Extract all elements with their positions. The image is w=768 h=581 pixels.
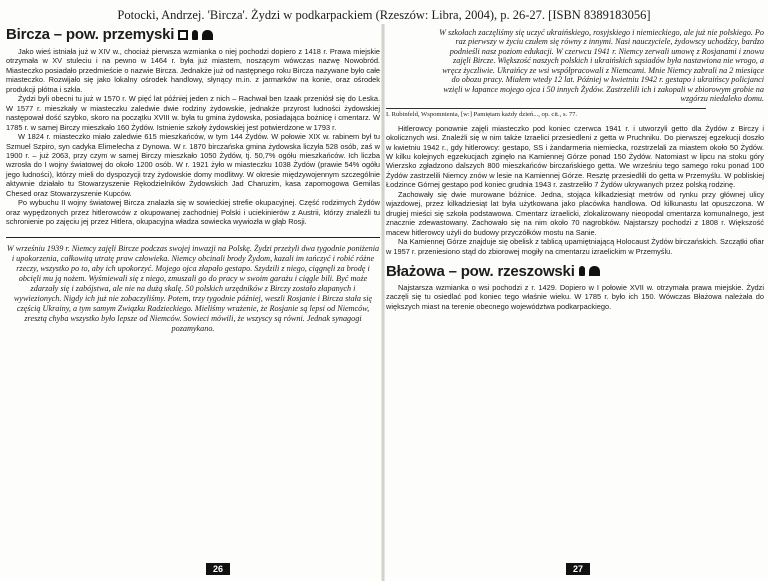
paragraph: Jako wieś istniała już w XIV w., chociaż pierwsza wzmianka o niej pochodzi dopiero z 1418 r. Prawa miejskie otrzymała w XV stuleciu i na pewno w 1464 r. była już miastem, noszącym wówczas nazwę Nowobród. Miasteczko posiadało przedmieście o nazwie Bircza. Jednakże już od następnego roku Bircza nazywane było całe miasteczko. Rozwijało się jako lokalny ośrodek handlowy, słynący m.in. z jarmarków na konie, oraz ośrodek produkcji płótna i szkła. [6,47,380,94]
bell-icon [192,30,198,40]
footnote: I. Rubinfeld, Wspomnienia, [w:] Pamiętam każdy dzień..., op. cit., s. 77. [386,108,706,118]
heading-text: Błażowa – pow. rzeszowski [386,262,575,280]
heading-bircza [6,26,380,43]
paragraph: W 1824 r. miasteczko miało zaledwie 615 mieszkańców, w tym 144 Żydów. W połowie XIX w. rabinem był tu Szmuel Szpiro, syn cadyka Elimelecha z Dynowa. W r. 1870 birczańska gmina żydowska liczyła 528 osób, zaś w 1900 r. – już 2063, przy czym w samej Birczy mieszkało 1050 Żydów, tj. 50,7% ogółu mieszkańców. Ich liczba wzrosła do I wojny światowej do około 1200 osób. W r. 1921 żyło w miasteczku 1038 Żydów (prawie 54% ogółu jego ludności), którzy mieli do dyspozycji trzy żydowskie domy modlitwy. W okresie międzywojennym szczególnie aktywnie działało tu Stowarzyszenie Rękodzielników Żydowskich Jad Charuzim, kasa zapomogowa Gemilas Chesed oraz Stowarzyszenie Kupców. [6,132,380,198]
page-number: 26 [206,563,230,575]
heading-blazowa [386,263,764,280]
gate-icon [202,30,213,40]
page-right [386,26,764,575]
paragraph: Najstarsza wzmianka o wsi pochodzi z r. 1429. Dopiero w I połowie XVII w. otrzymała prawa miejskie. Żydzi zaczęli się tu osiedlać pod koniec tego właśnie wieku. W 1785 r. było ich 150. Wówczas Błażowa należała do większych miast na terenie obecnego województwa podkarpackiego. [386,282,764,311]
gate-icon [589,266,600,276]
page-number: 27 [566,563,590,575]
paragraph: Zachowały się dwie murowane bóżnice. Jedna, stojąca kilkadziesiąt metrów od rynku przy głównej ulicy wjazdowej, przez kilkadziesiąt lat była użytkowana jako placówka handlowa. Od kilkunastu lat opuszczona. W drugiej mieści się szkoła podstawowa. Cmentarz izraelicki, zlokalizowany nieopodal cmentarza komunalnego, jest znacznie zdewastowany. Zachowało się na nim około 70 nagrobków. Najstarszy pochodzi z 1808 r. Większość macew hitlerowcy użyli do budowy przyczółków mostu na Sanie. [386,189,764,237]
heading-text: Bircza – pow. przemyski [6,26,175,43]
paragraph: Na Kamiennej Górze znajduje się obelisk z tablicą upamiętniającą Holocaust Żydów birczańskich. Szczątki ofiar w 1957 r. przeniesiono stąd do zbiorowej mogiły na cmentarzu izraelickim w Przemyślu. [386,237,764,256]
memoir-quote: W wrześniu 1939 r. Niemcy zajęli Bircze podczas swojej inwazji na Polskę. Żydzi przeżyli dwa tygodnie poniżenia i upokorzenia, całkowitą utratę praw człowieka. Niemcy obcinali brody Żydom, kazali im tańczyć i robić różne rzeczy, wszystko po to, aby ich upokorzyć. Mojego ojca złapało gestapo. Szydzili z niego, ciągnęli za brodę i obcięli mu ją nożem. Wyśmiewali się z niego, zmuszali go do pracy w swoim garażu i ciągle bili. Być może zdarzały się i zabójstwa, ale nie na dużą skalę. 50 polskich urzędników z Birczy zostało złapanych i wywiezionych. Nigdy ich już nie zobaczyliśmy. Potem, trzy tygodnie później, weszli Rosjanie i Bircza stała się częścią Ukrainy, a tym samym Związku Radzieckiego. Mieliśmy wrażenie, że Rosjanie są lepsi od Niemców, zresztą chyba wszystko było lepsze od Niemców. Sowieci mówili, że wszyscy są równi. Jednak synagogi pozamykano. [6,237,380,335]
page-left [6,26,380,575]
citation: Potocki, Andrzej. 'Bircza'. Żydzi w podkarpackiem (Rzeszów: Libra, 2004), p. 26-27. [ISBN 8389183056] [117,8,651,22]
paragraph: Po wybuchu II wojny światowej Bircza znalazła się w sowieckiej strefie okupacyjnej. Część rodzimych Żydów oraz wypędzonych przez hitlerowców z okupowanej zachodniej Polski i uciekinierów z Austrii, którzy znaleźli tu schronienie po zajęciu jej przez Hitlera, okupacyjna władza sowiecka wywiozła w głąb Rosji. [6,198,380,227]
bell-icon [579,266,585,276]
square-icon [178,30,188,40]
paragraph: Żydzi byli obecni tu już w 1570 r. W pięć lat później jeden z nich – Rachwał ben Izaak przeniósł się do Leska. W 1577 r. mieszkały w miasteczku zaledwie dwie rodziny żydowskie, jednakże przyrost ludności żydowskiej następował dość szybko, skoro na początku XVIII w. była tu gmina żydowska, posiadająca bożnicę i cmentarz. W 1785 r. w samej Birczy mieszkało 160 Żydów. Istnienie szkoły żydowskiej jest potwierdzone w 1793 r. [6,94,380,132]
paragraph: Hitlerowcy ponownie zajęli miasteczko pod koniec czerwca 1941 r. i utworzyli getto dla Żydów z Birczy i okolicznych wsi. Znaleźli się w nim także Izraelici przesiedleni z getta w Pruchniku. Do pierwszej egzekucji doszło w kwietniu 1942 r., gdy hitlerowcy: gestapo, SS i żandarmeria niemiecka, rozstrzelali za miastem około 50 Żydów. W kilku kolejnych egzekucjach zginęło na Kamiennej Górze ponad 150 Żydów. Natomiast w lipcu na stoku góry Wierzsko zgładzono dalszych 800 mieszkańców birczańskiego getta. We wrześniu tego samego roku ponad 100 Żydów zastrzelili Niemcy znów w lesie na Kamiennej Górze. Resztę przesiedlili do getta w Przemyślu. W pobliskiej Łodzince Górnej gestapo pod koniec grudnia 1943 r. zastrzeliło 7 Żydów ukrywanych przez polską rodzinę. [386,123,764,190]
memoir-quote-continued: W szkołach zaczęliśmy się uczyć ukraińskiego, rosyjskiego i niemieckiego, ale już nie polskiego. Po raz pierwszy w życiu czułem się równy z innymi. Nasi nauczyciele, żydowscy uchodźcy, bardzo podnieśli nasz poziom edukacji. W czerwcu 1941 r. Niemcy zerwali umowę z Rosjanami i znowu zajęli Bircze. Większość naszych polskich i ukraińskich sąsiadów była nastawiona nie wrogo, a wręcz życzliwie. Ukraińcy ze wsi współpracowali z Niemcami. Mnie Niemcy zabrali na 2 miesiące do obozu pracy. Miałem wtedy 12 lat. Później w kwietniu 1942 r. gestapo i ukraińscy policjanci wzięli w łapance mojego ojca i 50 innych Żydów. Zastrzelili ich i zakopali w zbiorowym grobie na wzgórzu niedaleko domu. [439,28,764,104]
book-fold [381,24,385,581]
